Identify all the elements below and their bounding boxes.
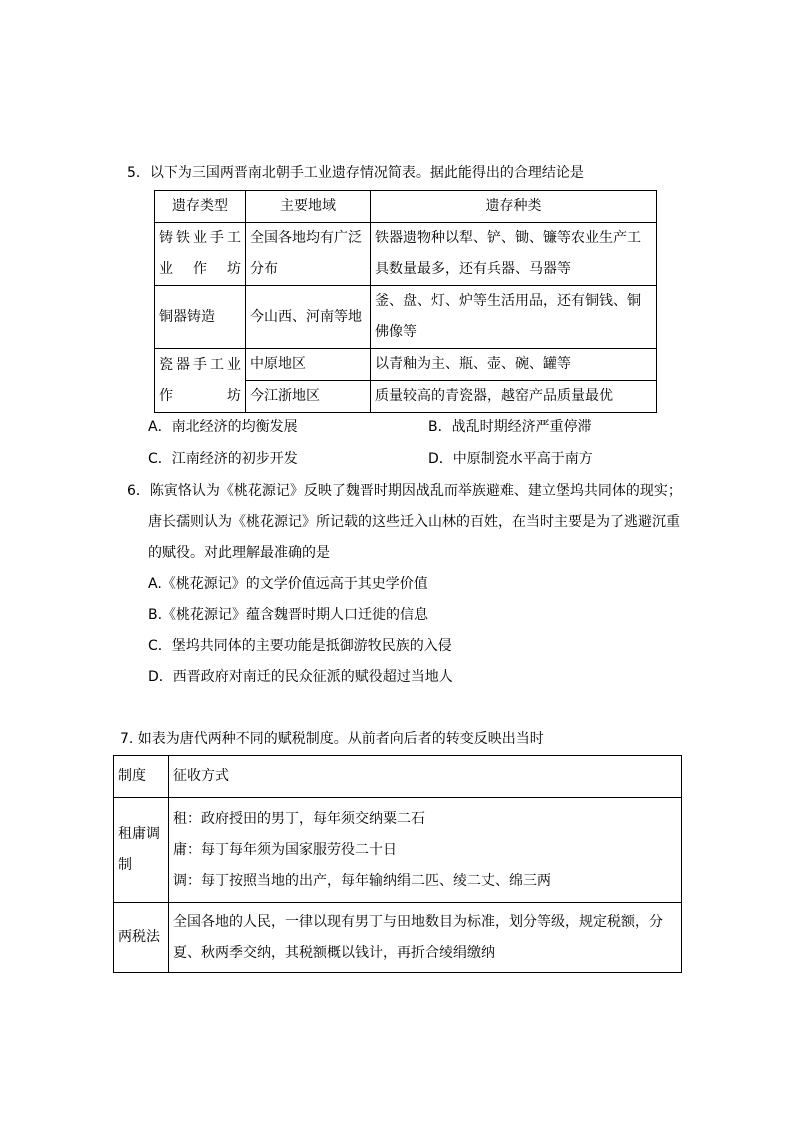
question-6-line3: 的赋役。对此理解最准确的是	[148, 545, 330, 561]
cell-region: 中原地区	[246, 349, 371, 381]
table-row	[114, 798, 682, 903]
question-7-stem: 7. 如表为唐代两种不同的赋税制度。从前者向后者的转变反映出当时	[120, 731, 544, 747]
table-row	[155, 223, 657, 286]
cell-region: 今江浙地区	[246, 381, 371, 413]
cell-region: 今山西、河南等地	[246, 286, 371, 349]
q6-option-a: A.《桃花源记》的文学价值远高于其史学价值	[148, 576, 428, 592]
q5-option-c: C．江南经济的初步开发	[148, 451, 298, 467]
question-6-line2: 唐长孺则认为《桃花源记》所记载的这些迁入山林的百姓，在当时主要是为了逃避沉重	[148, 514, 680, 530]
q5-option-a: A．南北经济的均衡发展	[148, 419, 298, 435]
table-row	[114, 903, 682, 973]
table-header-row	[155, 191, 657, 223]
tax-table	[113, 755, 682, 973]
q5-option-d: D．中原制瓷水平高于南方	[428, 451, 593, 467]
handicraft-table	[154, 190, 657, 413]
cell-method	[169, 798, 682, 903]
header-kinds: 遗存种类	[371, 191, 657, 223]
cell-kinds: 铁器遗物种以犁、铲、锄、镰等农业生产工具数量最多，还有兵器、马器等	[371, 223, 657, 286]
yong-line: 庸：每丁每年须为国家服劳役二十日	[173, 841, 397, 858]
cell-system: 租庸调制	[114, 798, 169, 903]
cell-region: 全国各地均有广泛分布	[246, 223, 371, 286]
diao-line: 调：每丁按照当地的出产，每年输纳绢二匹、绫二丈、绵三两	[173, 872, 551, 889]
header-type: 遗存类型	[155, 191, 246, 223]
header-method: 征收方式	[169, 756, 682, 798]
cell-system: 两税法	[114, 903, 169, 973]
cell-kinds: 质量较高的青瓷器，越窑产品质量最优	[371, 381, 657, 413]
zu-line: 租：政府授田的男丁，每年须交纳粟二石	[173, 810, 425, 827]
cell-type: 铜器铸造	[155, 286, 246, 349]
question-5-stem: 5．以下为三国两晋南北朝手工业遗存情况简表。据此能得出的合理结论是	[127, 165, 584, 181]
q6-option-d: D．西晋政府对南迁的民众征派的赋役超过当地人	[148, 669, 453, 685]
cell-kinds: 以青釉为主、瓶、壶、碗、罐等	[371, 349, 657, 381]
header-system: 制度	[114, 756, 169, 798]
cell-kinds: 釜、盘、灯、炉等生活用品，还有铜钱、铜佛像等	[371, 286, 657, 349]
table-row	[155, 286, 657, 349]
table-row	[155, 349, 657, 381]
q6-option-c: C．堡坞共同体的主要功能是抵御游牧民族的入侵	[148, 638, 452, 654]
question-6-line1: 6．陈寅恪认为《桃花源记》反映了魏晋时期因战乱而举族避难、建立堡坞共同体的现实；	[127, 483, 682, 499]
cell-type: 铸铁业手工业作坊	[155, 223, 246, 286]
header-region: 主要地域	[246, 191, 371, 223]
q6-option-b: B.《桃花源记》蕴含魏晋时期人口迁徙的信息	[148, 607, 429, 623]
cell-type: 瓷器手工业作坊	[155, 349, 246, 413]
table-header-row	[114, 756, 682, 798]
q5-option-b: B．战乱时期经济严重停滞	[428, 419, 592, 435]
cell-method: 全国各地的人民，一律以现有男丁与田地数目为标准，划分等级，规定税额，分夏、秋两季交纳，其税额概以钱计，再折合绫绢缴纳	[169, 903, 682, 973]
